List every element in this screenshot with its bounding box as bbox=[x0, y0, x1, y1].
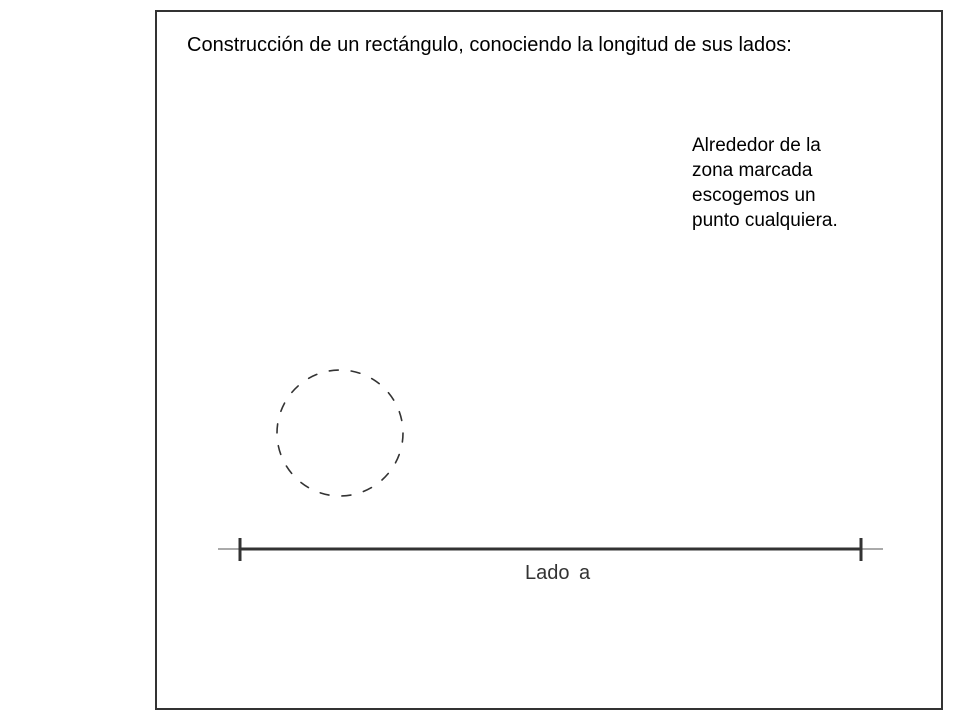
note-line-2: zona marcada bbox=[692, 160, 813, 181]
note-line-3: escogemos un bbox=[692, 185, 816, 206]
slide-frame bbox=[155, 10, 943, 710]
slide-title: Construcción de un rectángulo, conociendo la longitud de sus lados: bbox=[187, 34, 792, 56]
note-line-1: Alrededor de la bbox=[692, 135, 821, 156]
instruction-note bbox=[692, 133, 892, 233]
segment-label: Lado a bbox=[525, 562, 591, 584]
note-line-4: punto cualquiera. bbox=[692, 210, 838, 231]
